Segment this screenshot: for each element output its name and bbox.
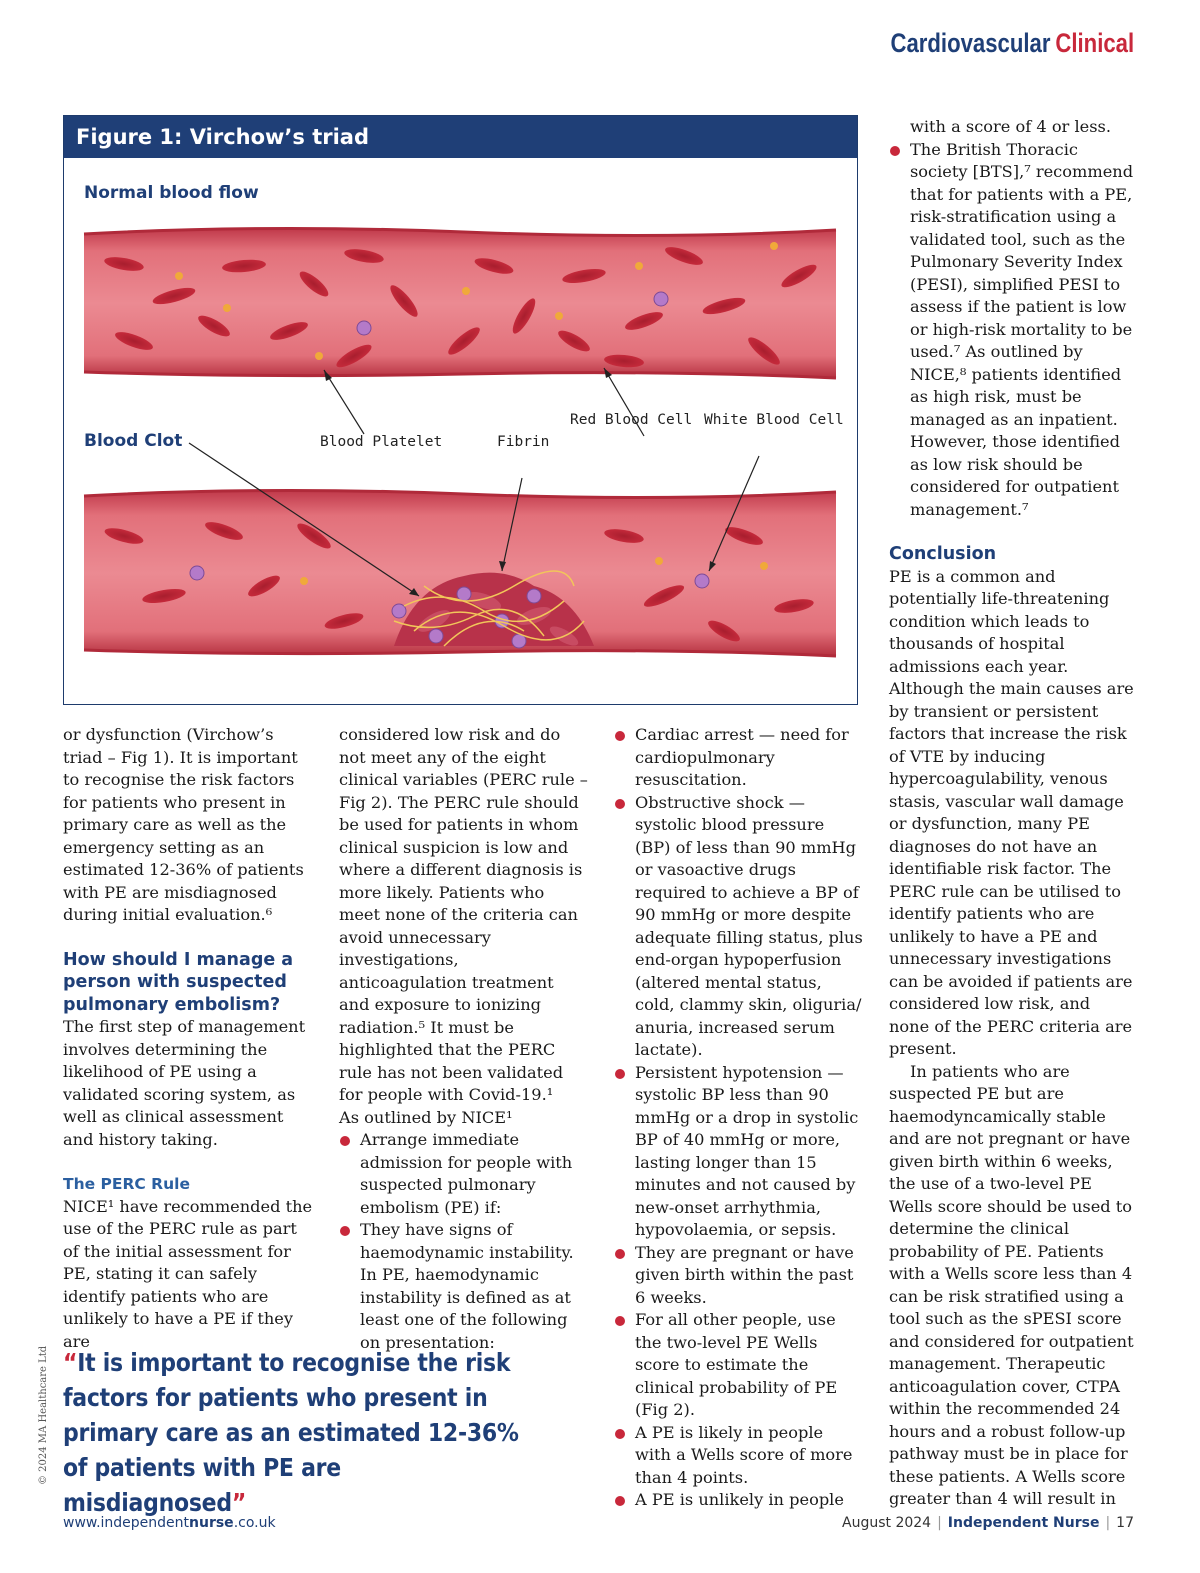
col3-bullet-list (614, 724, 864, 1512)
list-item: They are pregnant or have given birth within the past 6 weeks. (614, 1242, 864, 1310)
url-suffix: .co.uk (233, 1515, 276, 1531)
list-item: A PE is unlikely in people (614, 1489, 864, 1512)
quote-close-mark: ” (231, 1488, 247, 1517)
col1-paragraph-3: NICE¹ have recommended the use of the PERC rule as part of the initial assessment for PE, stating it can safely identify patients who are unlikely to have a PE if they are (63, 1196, 313, 1351)
quote-open-mark: “ (63, 1348, 78, 1377)
list-item: They have signs of haemodynamic instability. In PE, haemodynamic instability is defined as at least one of the following on presentation: (339, 1219, 589, 1354)
column-3 (614, 724, 864, 1512)
list-item: For all other people, use the two-level PE Wells score to estimate the clinical probability of PE (Fig 2). (614, 1309, 864, 1422)
label-white-blood-cell: White Blood Cell (704, 412, 844, 428)
section-header (890, 28, 1134, 59)
issue-date: August 2024 (842, 1515, 932, 1531)
pull-quote (63, 1345, 529, 1520)
col2-bullet-list (339, 1129, 589, 1354)
footer-issue-info (842, 1515, 1134, 1531)
label-fibrin: Fibrin (497, 434, 550, 450)
list-item: The British Thoracic society [BTS],⁷ recommend that for patients with a PE, risk-stratification using a validated tool, such as the Pulmonary Severity Index (PESI), simplified PESI to assess if the patient is low or high-risk mortality to be used.⁷ As outlined by NICE,⁸ patients identified as high risk, must be managed as an inpatient. However, those identified as low risk should be considered for outpatient management.⁷ (889, 139, 1135, 522)
copyright-notice: © 2024 MA Healthcare Ltd (38, 1345, 49, 1485)
label-normal-blood-flow: Normal blood flow (84, 183, 259, 203)
brand-name-a: Independent (947, 1515, 1054, 1531)
label-blood-platelet: Blood Platelet (320, 434, 443, 450)
list-item: Persistent hypotension — systolic BP less than 90 mmHg or a drop in systolic BP of 40 mmHg or more, lasting longer than 15 minutes and not caused by new-onset arrhythmia, hypovolaemia, or sepsis. (614, 1062, 864, 1242)
column-1 (63, 724, 315, 1353)
col2-paragraph: considered low risk and do not meet any of the eight clinical variables (PERC rule – Fig 2). The PERC rule should be used for patients in whom clinical suspicion is low and where a different diagnosis is more likely. Patients who meet none of the criteria can avoid unnecessary investigations, anticoagulation treatment and exposure to ionizing radiation.⁵ It must be highlighted that the PERC rule has not been validated for people with Covid-19.¹ (339, 725, 588, 1104)
list-item: Cardiac arrest — need for cardiopulmonary resuscitation. (614, 724, 864, 792)
section-name: Cardiovascular (890, 28, 1051, 58)
heading-perc-rule: The PERC Rule (63, 1175, 190, 1193)
pull-quote-text: It is important to recognise the risk factors for patients who present in primary care as an estimated 12-36% of patients with PE are misdiagnosed (63, 1348, 519, 1517)
conclusion-paragraph: PE is a common and potentially life-threatening condition which leads to thousands of hospital admissions each year. Although the main causes are by transient or persistent factors that increase the risk of VTE by inducing hypercoagulability, venous stasis, vascular wall damage or dysfunction, many PE diagnoses do not have an identifiable risk factor. The PERC rule can be utilised to identify patients who are unlikely to have a PE and unnecessary investigations can be avoided if patients are considered low risk, and none of the PERC criteria are present. (889, 566, 1134, 1058)
vessel-illustration (64, 116, 858, 705)
list-item: Obstructive shock — systolic blood pressure (BP) of less than 90 mmHg or vasoactive drugs required to achieve a BP of 90 mmHg or more despite adequate filling status, plus end-organ hypoperfusion (altered mental status, cold, clammy skin, oliguria/ anuria, increased serum lactate). (614, 792, 864, 1062)
list-item: Arrange immediate admission for people with suspected pulmonary embolism (PE) if: (339, 1129, 589, 1219)
col2-nice-intro: As outlined by NICE¹ (339, 1107, 513, 1127)
figure-title: Figure 1: Virchow’s triad (64, 116, 857, 158)
figure-virchows-triad (63, 115, 858, 705)
heading-conclusion: Conclusion (889, 544, 997, 564)
col1-paragraph: or dysfunction (Virchow’s triad – Fig 1). It is important to recognise the risk factors for patients who present in primary care as well as the emergency setting as an estimated 12-36% of patients with PE are misdiagnosed during initial evaluation.⁶ (63, 725, 304, 924)
column-2 (339, 724, 589, 1354)
section-category: Clinical (1055, 28, 1134, 58)
col4-continuation: with a score of 4 or less. (910, 117, 1111, 136)
url-bold: nurse (189, 1515, 234, 1531)
footer-website-link[interactable] (63, 1515, 276, 1531)
conclusion-paragraph-2: In patients who are suspected PE but are haemodyncamically stable and are not pregnant or have given birth within 6 weeks, the use of a two-level PE Wells score should be used to determine the clinical probability of PE. Patients with a Wells score less than 4 can be risk stratified using a tool such as the sPESI score and considered for outpatient management. Therapeutic anticoagulation cover, CTPA within the recommended 24 hours and a robust follow-up pathway must be in place for these patients. A Wells score greater than 4 will result in (889, 1061, 1134, 1508)
heading-manage-pe: How should I manage a person with suspected pulmonary embolism? (63, 949, 294, 1015)
separator: | (1105, 1515, 1111, 1531)
page-number: 17 (1116, 1515, 1134, 1531)
brand-name-b: Nurse (1053, 1515, 1100, 1531)
col4-bullet-list (889, 139, 1135, 522)
separator: | (937, 1515, 942, 1531)
column-4 (889, 116, 1135, 1511)
label-red-blood-cell: Red Blood Cell (570, 412, 693, 428)
label-blood-clot: Blood Clot (84, 431, 183, 451)
url-prefix: www.independent (63, 1515, 190, 1531)
col1-paragraph-2: The first step of management involves determining the likelihood of PE using a validated scoring system, as well as clinical assessment and history taking. (63, 1017, 306, 1149)
list-item: A PE is likely in people with a Wells score of more than 4 points. (614, 1422, 864, 1490)
